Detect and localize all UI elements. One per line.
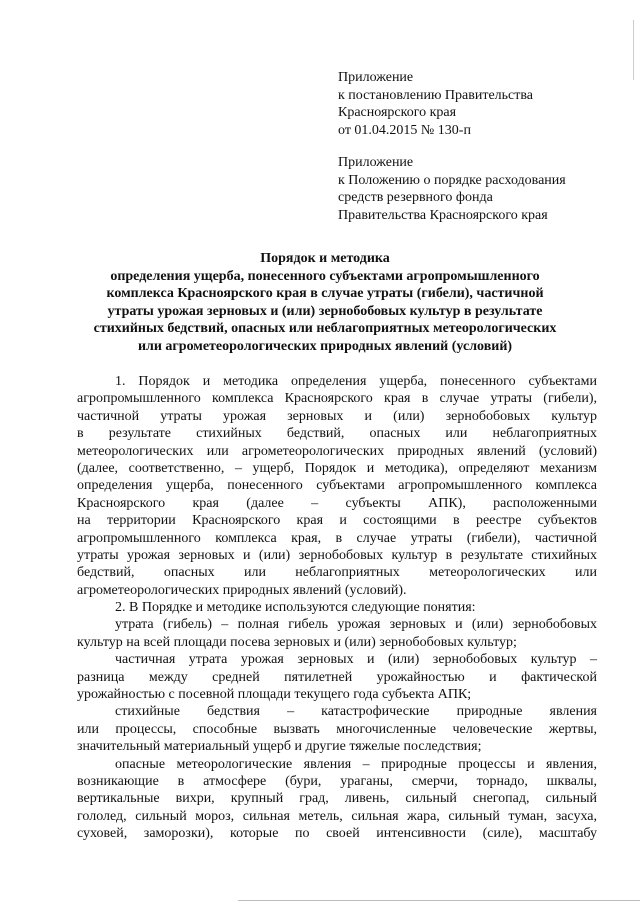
body-line: гололед, сильный мороз, сильная метель, сильная жара, сильный туман, засуха, [77,808,597,824]
body-line: в результате стихийных бедствий, опасных или неблагоприятных [77,426,597,442]
appendix-line: Правительства Красноярского края [338,207,548,223]
title-line: или агрометеорологических природных явлений (условий) [137,338,513,354]
body-line: возникающие в атмосфере (бури, ураганы, смерчи, торнадо, шквалы, [77,773,597,789]
title-line: стихийных бедствий, опасных или неблагоприятных метеорологических [93,321,557,336]
appendix-line: Красноярского края [338,105,457,120]
body-line: на территории Красноярского края и состоящими в реестре субъектов [77,513,597,529]
body-line: агрометеорологических природных явлений (условий). [77,582,407,598]
document-body [77,373,597,843]
body-line: разница между средней пятилетней урожайностью и фактической [77,669,597,685]
appendix-line: к Положению о порядке расходования [338,172,566,188]
body-line: агропромышленного комплекса Красноярского края в случае утраты (гибели), [77,391,597,407]
body-line: бедствий, опасных или неблагоприятных метеорологических или [77,565,597,581]
appendix-line: Приложение [338,70,414,85]
body-line: или процессы, способные вызвать многочисленные человеческие жертвы, [77,721,597,737]
appendix-line: средств резервного фонда [338,190,493,205]
appendix-resolution-block [338,69,533,139]
appendix-line: к постановлению Правительства [338,87,534,103]
body-line: частичной утраты урожая зерновых и (или) зернобобовых культур [77,408,597,424]
body-line: частичная утрата урожая зерновых и (или) зернобобовых культур – [115,652,597,668]
scan-bottom-edge [238,900,640,901]
body-line: культур на всей площади посева зерновых и (или) зернобобовых культур; [77,634,517,650]
body-line: утрата (гибель) – полная гибель урожая зерновых и (или) зернобобовых [115,617,597,633]
body-line: агропромышленного комплекса края, в случае утраты (гибели), частичной [77,530,597,546]
body-line: стихийные бедствия – катастрофические природные явления [115,704,597,720]
body-line: вертикальные вихри, крупный град, ливень, сильный снегопад, сильный [77,791,597,807]
title-line: утраты урожая зерновых и (или) зернобобовых культур в результате [107,303,543,319]
body-line: утраты урожая зерновых и (или) зернобобовых культур в результате стихийных [77,547,597,563]
body-line: (далее, соответственно, – ущерб, Порядок и методика), определяют механизм [77,460,597,476]
appendix-line: от 01.04.2015 № 130-п [338,122,471,138]
appendix-line: Приложение [338,155,414,170]
body-line: метеорологических или агрометеорологических природных явлений (условий) [77,443,597,459]
title-line: Порядок и методика [260,251,390,266]
appendix-regulation-block [338,154,566,224]
body-line: опасные метеорологические явления – природные процессы и явления, [115,756,597,772]
body-line: значительный материальный ущерб и другие тяжелые последствия; [77,739,482,755]
title-line: комплекса Красноярского края в случае утраты (гибели), частичной [106,286,544,301]
body-line: 2. В Порядке и методике используются следующие понятия: [115,600,476,616]
body-line: определения ущерба, понесенного субъектами агропромышленного комплекса [77,478,597,494]
scan-edge-mark [633,20,634,80]
body-line: суховей, заморозки), которые по своей интенсивности (силе), масштабу [77,826,597,842]
document-title [70,250,580,355]
body-line: Красноярского края (далее – субъекты АПК), расположенными [77,495,597,511]
title-line: определения ущерба, понесенного субъектами агропромышленного [110,268,540,284]
body-line: урожайностью с посевной площади текущего года субъекта АПК; [77,687,472,703]
body-line: 1. Порядок и методика определения ущерба, понесенного субъектами [115,374,597,389]
